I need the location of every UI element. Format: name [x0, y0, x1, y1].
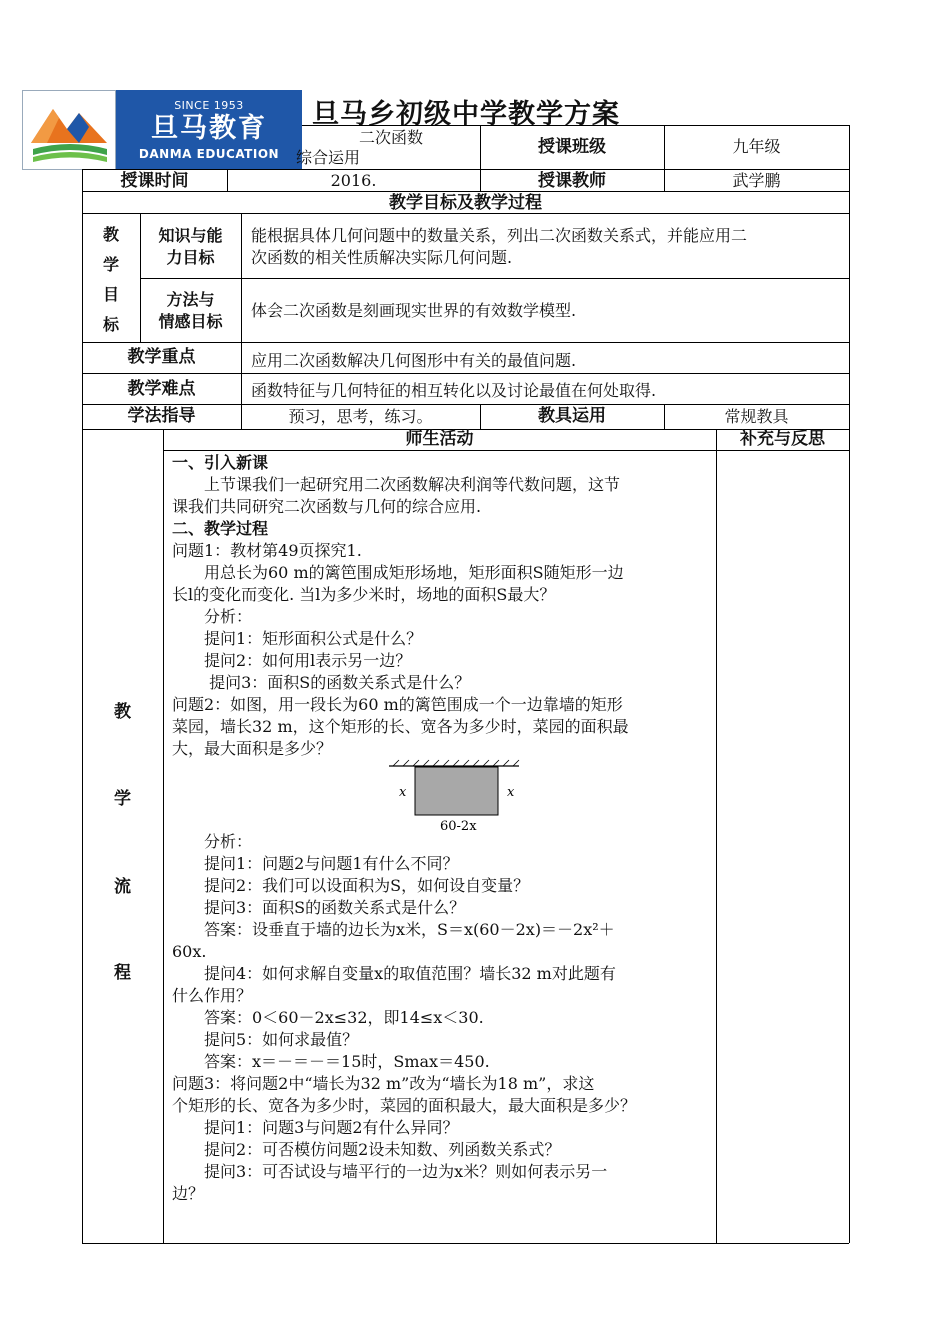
goals-side-char: 标: [102, 315, 119, 334]
process-line: 提问1：问题2与问题1有什么不同？: [172, 854, 459, 873]
logo-english: DANMA EDUCATION: [138, 147, 280, 161]
tools-label: 教具运用: [538, 406, 606, 426]
process-side-char: 教: [114, 702, 131, 722]
teacher-label: 授课教师: [538, 171, 606, 191]
activity-column-header: 师生活动: [405, 429, 474, 449]
process-line: 提问5：如何求最值？: [172, 1030, 359, 1049]
process-line: 提问2：如何用l表示另一边？: [172, 651, 412, 670]
process-line: 提问1：矩形面积公式是什么？: [172, 629, 423, 648]
method-label-2: 情感目标: [158, 312, 223, 331]
process-line: 个矩形的长、宽各为多少时，菜园的面积最大，最大面积是多少？: [172, 1096, 637, 1115]
figure-label-right: x: [507, 785, 515, 800]
process-line: 边？: [172, 1184, 205, 1203]
knowledge-label-2: 力目标: [166, 248, 215, 267]
process-line: 长l的变化而变化. 当l为多少米时，场地的面积S最大？: [172, 585, 556, 604]
class-label: 授课班级: [538, 137, 606, 157]
goals-side-char: 教: [102, 225, 119, 244]
logo-text-panel: [116, 90, 302, 170]
process-line: 课我们共同研究二次函数与几何的综合应用.: [172, 497, 482, 516]
process-line: 上节课我们一起研究用二次函数解决利润等代数问题，这节: [172, 475, 621, 494]
process-line: 提问2：可否模仿问题2设未知数、列函数关系式？: [172, 1140, 561, 1159]
figure-label-left: x: [399, 785, 407, 800]
process-line: 60x.: [172, 942, 207, 961]
wall-fence-figure: [385, 758, 525, 836]
process-line: 大，最大面积是多少？: [172, 739, 333, 758]
section-title: 教学目标及教学过程: [389, 193, 542, 213]
topic-line-1: 二次函数: [358, 128, 423, 147]
knowledge-text-2: 次函数的相关性质解决实际几何问题.: [251, 248, 513, 267]
process-line: 答案：设垂直于墙的边长为x米，S＝x(60－2x)＝－2x²＋: [172, 920, 615, 939]
goals-side-char: 目: [102, 285, 119, 304]
knowledge-label-1: 知识与能: [158, 226, 223, 245]
time-label: 授课时间: [120, 171, 189, 191]
method-text: 体会二次函数是刻画现实世界的有效数学模型.: [251, 301, 577, 320]
process-line: 菜园，墙长32 m，这个矩形的长、宽各为多少时，菜园的面积最: [172, 717, 629, 736]
mountain-book-icon: [22, 90, 116, 170]
tools-text: 常规教具: [724, 407, 789, 426]
process-side-char: 流: [114, 877, 131, 897]
process-line: 提问2：我们可以设面积为S，如何设自变量？: [172, 876, 530, 895]
process-line: 答案：0＜60－2x≤32，即14≤x＜30.: [172, 1008, 484, 1027]
process-line: 问题2：如图，用一段长为60 m的篱笆围成一个一边靠墙的矩形: [172, 695, 623, 714]
process-content-1: [172, 452, 712, 760]
process-line: 问题3：将问题2中“墙长为32 m”改为“墙长为18 m”，求这: [172, 1074, 595, 1093]
process-line: 答案：x＝－＝－＝15时，Smax＝450.: [172, 1052, 490, 1071]
process-content-2: [172, 831, 712, 1205]
logo-since: SINCE 1953: [174, 99, 244, 112]
class-value: 九年级: [732, 137, 781, 156]
process-line: 用总长为60 m的篱笆围成矩形场地，矩形面积S随矩形一边: [172, 563, 624, 582]
study-text: 预习，思考，练习。: [288, 407, 433, 426]
process-line: 提问3：面积S的函数关系式是什么？: [172, 898, 466, 917]
rectangle-garden: [415, 767, 498, 815]
knowledge-text-1: 能根据具体几何问题中的数量关系，列出二次函数关系式，并能应用二: [251, 226, 748, 245]
study-label: 学法指导: [127, 406, 196, 426]
teacher-value: 武学鹏: [732, 171, 781, 190]
process-line: 一、引入新课: [172, 453, 269, 472]
school-logo: [22, 90, 302, 170]
page-title: 旦马乡初级中学教学方案: [312, 99, 620, 130]
goals-side-char: 学: [102, 255, 119, 274]
process-line: 提问3：可否试设与墙平行的一边为x米？则如何表示另一: [172, 1162, 608, 1181]
key-text: 应用二次函数解决几何图形中有关的最值问题.: [251, 351, 577, 370]
process-line: 问题1：教材第49页探究1.: [172, 541, 362, 560]
wall-hatching: [393, 760, 519, 766]
process-line: 分析：: [172, 832, 253, 851]
difficulty-label: 教学难点: [127, 379, 196, 399]
method-label-1: 方法与: [166, 290, 215, 309]
process-line: 提问3：面积S的函数关系式是什么？: [172, 673, 471, 692]
process-side-char: 程: [114, 963, 131, 983]
process-line: 提问4：如何求解自变量x的取值范围？墙长32 m对此题有: [172, 964, 616, 983]
process-line: 分析：: [172, 607, 253, 626]
process-line: 提问1：问题3与问题2有什么异同？: [172, 1118, 459, 1137]
process-line: 二、教学过程: [172, 519, 269, 538]
reflection-column-header: 补充与反思: [740, 429, 825, 449]
figure-label-bottom: 60-2x: [440, 819, 477, 834]
time-value: 2016.: [330, 171, 377, 190]
key-label: 教学重点: [127, 347, 196, 367]
difficulty-text: 函数特征与几何特征的相互转化以及讨论最值在何处取得.: [251, 381, 657, 400]
process-side-char: 学: [114, 789, 131, 809]
topic-line-2: 综合运用: [296, 148, 361, 167]
logo-name: 旦马教育: [151, 113, 267, 144]
process-line: 什么作用？: [172, 986, 253, 1005]
